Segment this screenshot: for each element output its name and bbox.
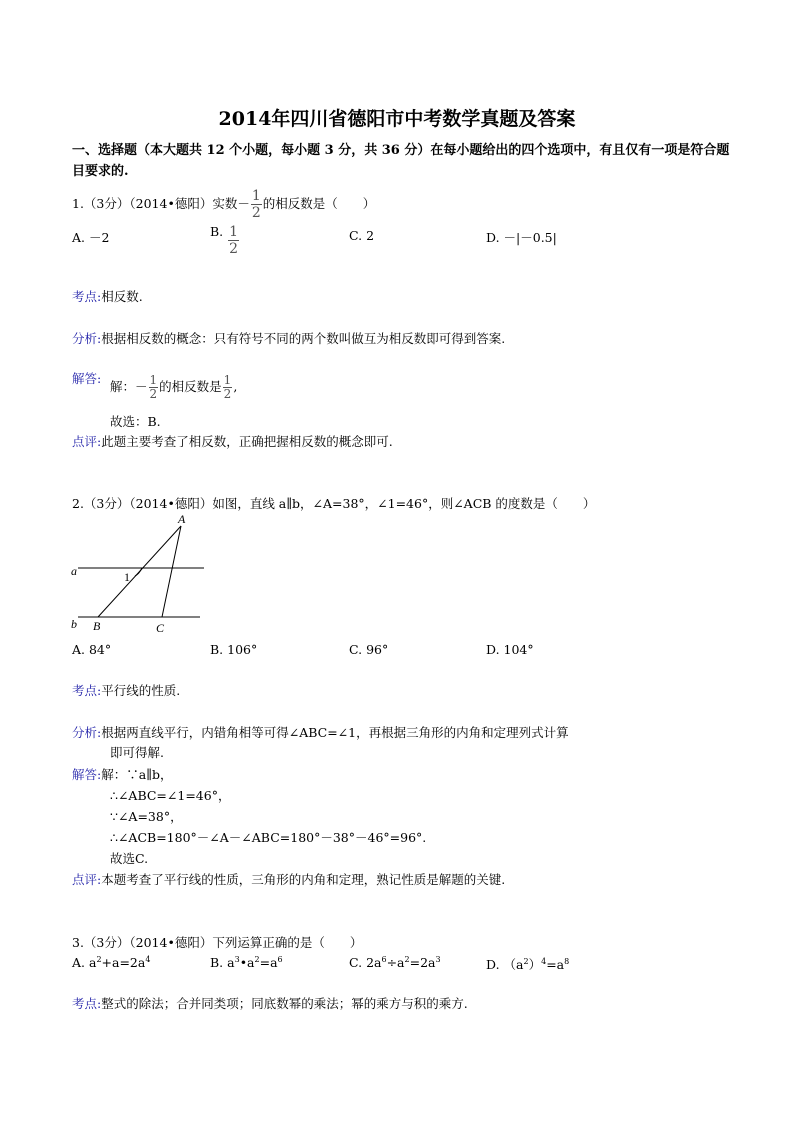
fenxi-label: 分析:	[72, 725, 102, 740]
exponent: 6	[381, 955, 387, 964]
q1-jieda-line1	[110, 374, 237, 401]
q2-fenxi-line2: 即可得解.	[110, 745, 164, 760]
q1-dianping	[72, 432, 393, 450]
opt-text: =a	[259, 955, 278, 970]
exponent: 2	[254, 955, 260, 964]
opt-text: ）	[528, 957, 542, 972]
q3-stem: 3.（3分）（2014•德阳）下列运算正确的是（ ）	[72, 935, 363, 950]
dianping-text: 此题主要考查了相反数，正确把握相反数的概念即可.	[101, 434, 393, 449]
exponent: 8	[564, 957, 570, 966]
q2-kaodian	[72, 681, 180, 699]
frac-numerator: 1	[149, 373, 158, 387]
q1-option-b-fraction	[228, 224, 239, 257]
kaodian-text: 整式的除法；合并同类项；同底数幂的乘法；幂的乘方与积的乘方.	[101, 996, 468, 1011]
jieda-text-1: 解：∵a∥b，	[101, 767, 173, 782]
q3-option-b	[210, 955, 283, 970]
q2-jieda	[72, 765, 172, 783]
exponent: 2	[96, 955, 102, 964]
jieda-mid: 的相反数是	[159, 379, 222, 394]
frac-denominator: 2	[149, 387, 158, 401]
kaodian-label: 考点:	[72, 996, 102, 1011]
segment-ac	[162, 526, 181, 617]
q2-jieda-line3: ∵∠A=38°，	[110, 809, 183, 824]
opt-text: A. a	[72, 955, 97, 970]
q1-jieda-label	[72, 369, 101, 387]
q2-option-c: C. 96°	[349, 642, 389, 657]
jieda-label: 解答:	[72, 371, 102, 386]
q3-option-c	[349, 955, 441, 970]
q2-jieda-line5: 故选C.	[110, 851, 149, 866]
q1-option-c: C. 2	[349, 228, 375, 243]
q2-fenxi	[72, 723, 569, 741]
q2-option-b: B. 106°	[210, 642, 258, 657]
q1-stem-fraction	[251, 188, 262, 221]
q1-stem-post: 的相反数是（ ）	[262, 196, 376, 211]
q3-option-d	[486, 955, 569, 973]
label-point-c: C	[156, 621, 165, 635]
frac-numerator: 1	[251, 188, 261, 204]
kaodian-text: 平行线的性质.	[101, 683, 181, 698]
q2-jieda-line4: ∴∠ACB=180°－∠A－∠ABC=180°－38°－46°=96°.	[110, 830, 427, 845]
q3-option-a	[72, 955, 150, 970]
q2-option-d: D. 104°	[486, 642, 534, 657]
opt-text: D. （a	[486, 957, 524, 972]
page-title: 2014年四川省德阳市中考数学真题及答案	[218, 108, 576, 130]
jieda-fraction-2	[223, 374, 233, 401]
kaodian-label: 考点:	[72, 683, 102, 698]
opt-text: ÷a	[386, 955, 405, 970]
q1-stem-pre: 1.（3分）（2014•德阳）实数－	[72, 196, 250, 211]
exponent: 3	[234, 955, 240, 964]
jieda-end: ,	[233, 379, 238, 394]
q3-kaodian	[72, 994, 468, 1012]
frac-denominator: 2	[223, 387, 232, 401]
q1-kaodian	[72, 287, 143, 305]
q1-option-a: A. －2	[72, 230, 110, 245]
q2-jieda-line2: ∴∠ABC=∠1=46°，	[110, 788, 231, 803]
exponent: 3	[435, 955, 441, 964]
q2-option-a: A. 84°	[72, 642, 112, 657]
frac-numerator: 1	[223, 373, 232, 387]
exponent: 4	[541, 957, 547, 966]
label-line-a: a	[71, 564, 77, 578]
dianping-label: 点评:	[72, 434, 102, 449]
frac-denominator: 2	[229, 241, 239, 257]
q1-option-d: D. －|－0.5|	[486, 230, 557, 245]
label-point-b: B	[93, 619, 101, 633]
jieda-label: 解答:	[72, 767, 102, 782]
q2-figure	[68, 512, 208, 638]
fenxi-text-1: 根据两直线平行，内错角相等可得∠ABC=∠1，再根据三角形的内角和定理列式计算	[101, 725, 569, 740]
opt-text: =a	[546, 957, 565, 972]
opt-text: •a	[239, 955, 255, 970]
q1-option-b-prefix: B.	[210, 224, 224, 239]
fenxi-text: 根据相反数的概念：只有符号不同的两个数叫做互为相反数即可得到答案.	[101, 331, 506, 346]
q1-option-b	[210, 224, 240, 257]
opt-text: +a=2a	[101, 955, 146, 970]
label-angle-1: 1	[124, 570, 130, 584]
jieda-fraction-1	[149, 374, 159, 401]
exponent: 6	[277, 955, 283, 964]
fenxi-label: 分析:	[72, 331, 102, 346]
opt-text: =2a	[409, 955, 436, 970]
exponent: 2	[404, 955, 410, 964]
q2-stem: 2.（3分）（2014•德阳）如图，直线 a∥b，∠A=38°，∠1=46°，则∠ACB 的度数是（ ）	[72, 496, 596, 511]
exponent: 4	[145, 955, 151, 964]
opt-text: C. 2a	[349, 955, 382, 970]
q1-stem	[72, 188, 375, 221]
dianping-text: 本题考查了平行线的性质，三角形的内角和定理，熟记性质是解题的关键.	[101, 872, 506, 887]
q2-dianping	[72, 870, 505, 888]
opt-text: B. a	[210, 955, 235, 970]
label-point-a: A	[178, 512, 186, 526]
section-heading: 一、选择题（本大题共 12 个小题，每小题 3 分，共 36 分）在每小题给出的四个选项中，有且仅有一项是符合题目要求的.	[72, 143, 730, 179]
kaodian-label: 考点:	[72, 289, 102, 304]
q1-fenxi	[72, 329, 505, 347]
frac-numerator: 1	[229, 224, 239, 240]
dianping-label: 点评:	[72, 872, 102, 887]
q1-jieda-line2: 故选：B.	[110, 414, 161, 429]
kaodian-text: 相反数.	[101, 289, 143, 304]
exponent: 2	[523, 957, 529, 966]
frac-denominator: 2	[251, 205, 261, 221]
jieda-pre: 解：－	[110, 379, 148, 394]
label-line-b: b	[71, 617, 77, 631]
